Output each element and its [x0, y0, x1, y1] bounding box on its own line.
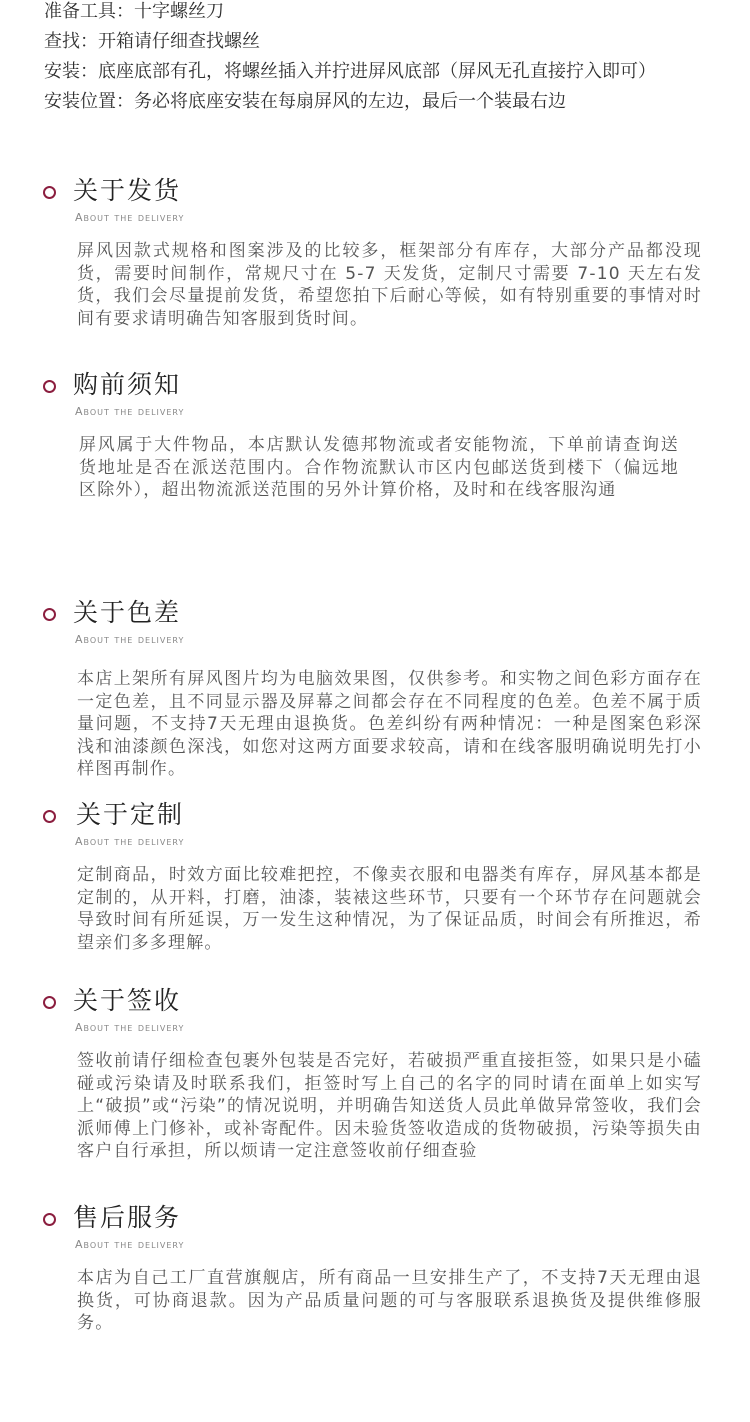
section-subtitle: About the delivery [75, 1238, 185, 1251]
section-title: 关于色差 [73, 598, 182, 627]
section-title: 售后服务 [73, 1203, 182, 1232]
section-title: 购前须知 [73, 370, 182, 399]
note-install: 安装：底座底部有孔，将螺丝插入并拧进屏风底部（屏风无孔直接拧入即可） [44, 61, 656, 82]
section-body: 签收前请仔细检查包裹外包装是否完好，若破损严重直接拒签，如果只是小磕碰或污染请及时联系我们，拒签时写上自己的名字的同时请在面单上如实写上“破损”或“污染”的情况说明，并明确告知送货人员此单做异常签收，我们会派师傅上门修补，或补寄配件。因未验货签收造成的货物破损，污染等损失由客户自行承担，所以烦请一定注意签收前仔细查验 [77, 1051, 702, 1161]
section-body: 定制商品，时效方面比较难把控，不像卖衣服和电器类有库存，屏风基本都是定制的，从开料，打磨，油漆，装裱这些环节，只要有一个环节存在问题就会导致时间有所延误，万一发生这种情况，为了保证品质，时间会有所推迟，希望亲们多多理解。 [77, 865, 702, 953]
section-subtitle: About the delivery [75, 835, 185, 848]
note-install-position: 安装位置：务必将底座安装在每扇屏风的左边，最后一个装最右边 [44, 91, 566, 112]
circle-bullet-icon [43, 1213, 56, 1226]
note-find: 查找：开箱请仔细查找螺丝 [44, 31, 260, 52]
section-body: 屏风属于大件物品，本店默认发德邦物流或者安能物流，下单前请查询送货地址是否在派送范围内。合作物流默认市区内包邮送货到楼下（偏远地区除外），超出物流派送范围的另外计算价格，及时和在线客服沟通 [79, 435, 679, 500]
section-subtitle: About the delivery [75, 1021, 185, 1034]
circle-bullet-icon [43, 608, 56, 621]
note-tools: 准备工具：十字螺丝刀 [44, 1, 224, 22]
circle-bullet-icon [43, 186, 56, 199]
circle-bullet-icon [43, 380, 56, 393]
section-title: 关于签收 [73, 986, 182, 1015]
section-body: 本店上架所有屏风图片均为电脑效果图，仅供参考。和实物之间色彩方面存在一定色差，且不同显示器及屏幕之间都会存在不同程度的色差。色差不属于质量问题，不支持7天无理由退换货。色差纠纷有两种情况：一种是图案色彩深浅和油漆颜色深浅，如您对这两方面要求较高，请和在线客服明确说明先打小样图再制作。 [77, 669, 702, 779]
section-subtitle: About the delivery [75, 633, 185, 646]
section-body: 本店为自己工厂直营旗舰店，所有商品一旦安排生产了，不支持7天无理由退换货，可协商退款。因为产品质量问题的可与客服联系退换货及提供维修服务。 [77, 1268, 702, 1333]
circle-bullet-icon [43, 996, 56, 1009]
section-title: 关于发货 [73, 176, 182, 205]
section-subtitle: About the delivery [75, 211, 185, 224]
section-title: 关于定制 [76, 800, 185, 829]
circle-bullet-icon [43, 810, 56, 823]
section-subtitle: About the delivery [75, 405, 185, 418]
section-body: 屏风因款式规格和图案涉及的比较多，框架部分有库存，大部分产品都没现货，需要时间制作，常规尺寸在 5-7 天发货，定制尺寸需要 7-10 天左右发货，我们会尽量提前发货，希望您拍下后耐心等候，如有特别重要的事情对时间有要求请明确告知客服到货时间。 [77, 241, 702, 329]
